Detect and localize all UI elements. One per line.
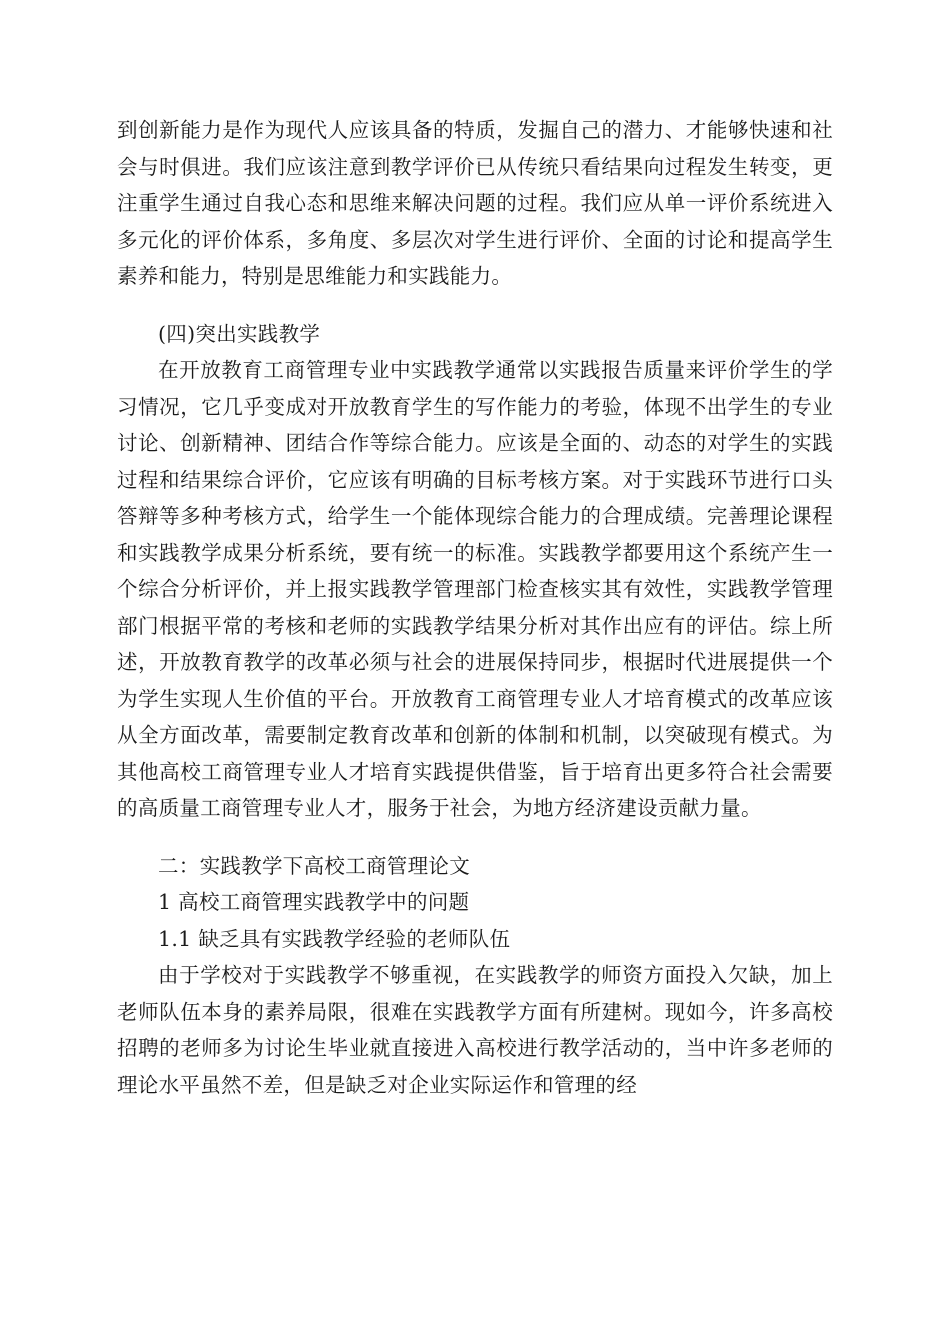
paragraph-continuation: 到创新能力是作为现代人应该具备的特质，发掘自己的潜力、才能够快速和社会与时俱进。我们应该注意到教学评价已从传统只看结果向过程发生转变，更注重学生通过自我心态和思维来解决问题的过程。我们应从单一评价系统进入多元化的评价体系，多角度、多层次对学生进行评价、全面的讨论和提高学生素养和能力，特别是思维能力和实践能力。 xyxy=(117,118,833,288)
subsection-heading-1: 1 高校工商管理实践教学中的问题 xyxy=(158,890,470,914)
document-page xyxy=(117,112,833,1103)
section-heading-2: 二：实践教学下高校工商管理论文 xyxy=(158,853,470,878)
section-heading-4: (四)突出实践教学 xyxy=(158,321,321,346)
subsection-heading-1-1: 1.1 缺乏具有实践教学经验的老师队伍 xyxy=(158,926,511,951)
paragraph-teacher-team: 由于学校对于实践教学不够重视，在实践教学的师资方面投入欠缺，加上老师队伍本身的素养局限，很难在实践教学方面有所建树。现如今，许多高校招聘的老师多为讨论生毕业就直接进入高校进行教学活动的，当中许多老师的理论水平虽然不差，但是缺乏对企业实际运作和管理的经 xyxy=(117,963,833,1097)
paragraph-practice-teaching: 在开放教育工商管理专业中实践教学通常以实践报告质量来评价学生的学习情况，它几乎变成对开放教育学生的写作能力的考验，体现不出学生的专业讨论、创新精神、团结合作等综合能力。应该是全面的、动态的对学生的实践过程和结果综合评价，它应该有明确的目标考核方案。对于实践环节进行口头答辩等多种考核方式，给学生一个能体现综合能力的合理成绩。完善理论课程和实践教学成果分析系统，要有统一的标准。实践教学都要用这个系统产生一个综合分析评价，并上报实践教学管理部门检查核实其有效性，实践教学管理部门根据平常的考核和老师的实践教学结果分析对其作出应有的评估。综上所述，开放教育教学的改革必须与社会的进展保持同步，根据时代进展提供一个为学生实现人生价值的平台。开放教育工商管理专业人才培育模式的改革应该从全方面改革，需要制定教育改革和创新的体制和机制，以突破现有模式。为其他高校工商管理专业人才培育实践提供借鉴，旨于培育出更多符合社会需要的高质量工商管理专业人才，服务于社会，为地方经济建设贡献力量。 xyxy=(117,358,833,820)
